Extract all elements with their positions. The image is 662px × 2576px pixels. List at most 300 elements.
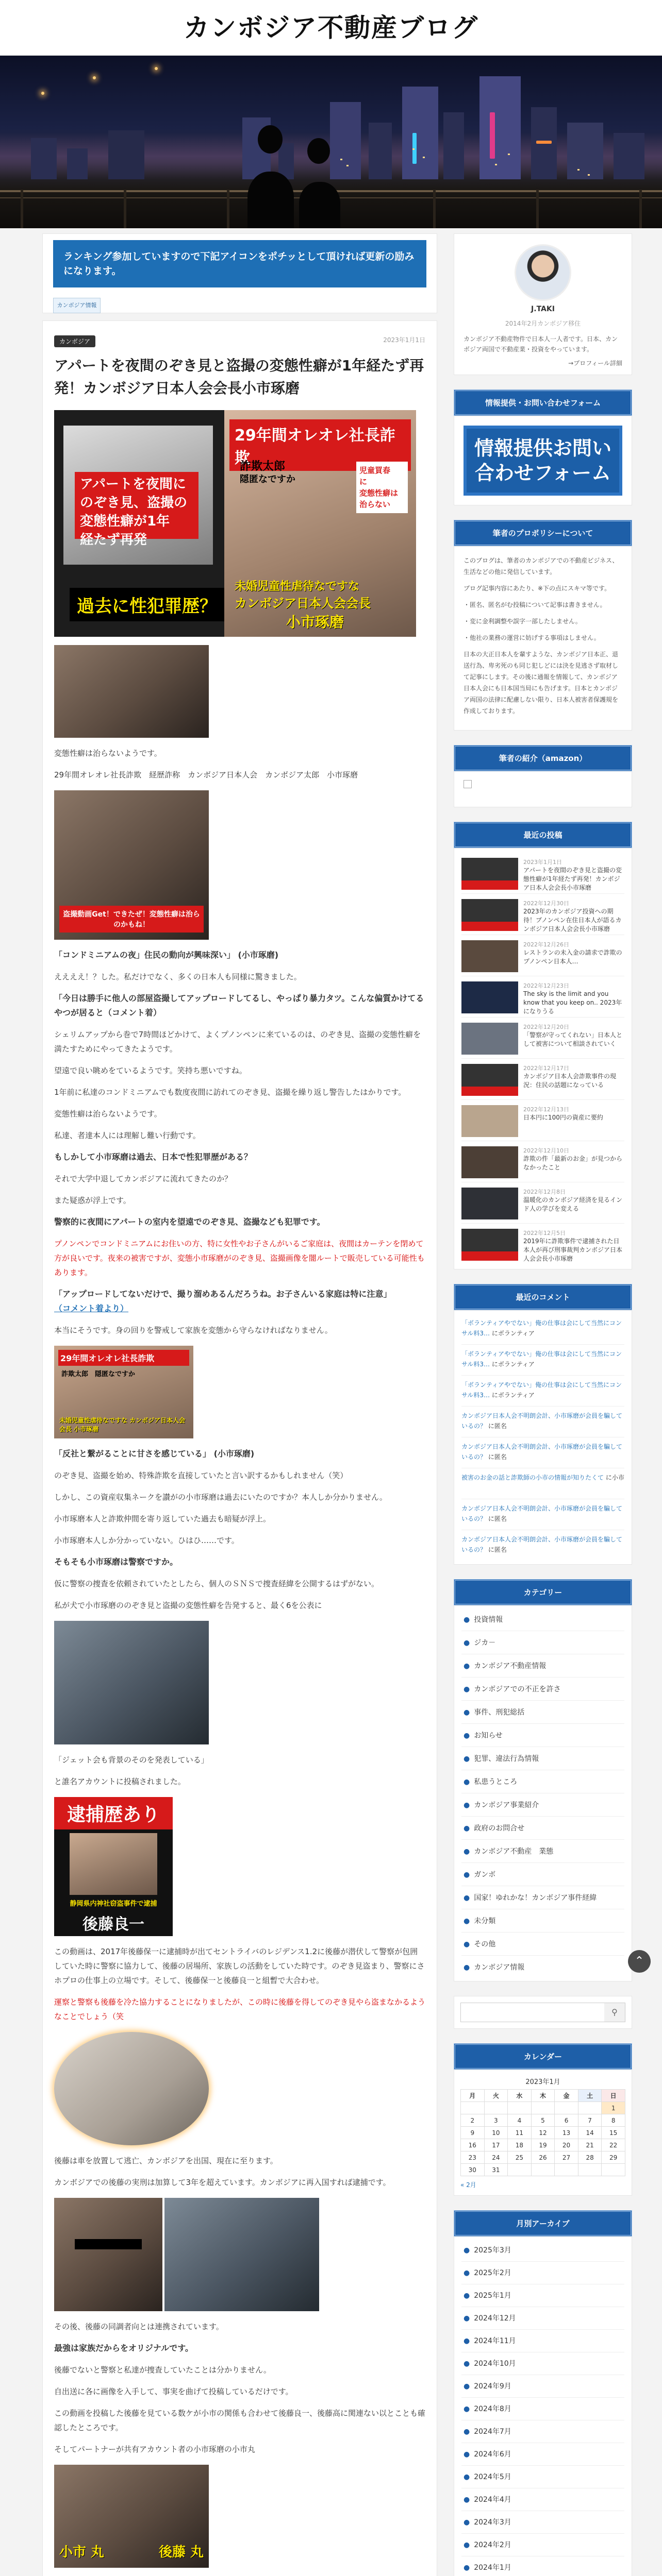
recent-post[interactable]	[461, 853, 624, 894]
contact-widget	[454, 389, 632, 505]
calendar-day	[484, 2102, 508, 2114]
chevron-right-icon: ●	[464, 1801, 470, 1809]
paragraph: 29年間オレオレ社長詐欺 経歴詐称 カンボジア日本人会 カンボジア太郎 小市琢磨	[54, 770, 358, 779]
image-caption: 盗撮動画Get！できたぜ！変態性癖は治らのかもね！	[59, 906, 204, 933]
paragraph: 本当にそうです。身の回りを警戒して家族を変態から守らなければなりません。	[54, 1326, 333, 1335]
eyecatch-line7: 過去に性犯罪歴？	[70, 588, 224, 621]
recent-post-date: 2022年12月20日	[523, 1024, 569, 1030]
comment-link[interactable]: （コメント着より）	[54, 1303, 129, 1313]
comment-author: に匿名	[488, 1422, 507, 1430]
eyecatch-side	[356, 462, 408, 513]
category-label: カンボジア不動産情報	[474, 1662, 547, 1670]
ranking-notice	[42, 233, 437, 313]
recent-post-title[interactable]: 温暖化のカンボジア経済を見るインド人の学びを変える	[523, 1196, 623, 1212]
comment-post-link[interactable]: カンボジア日本人会不明朗会計、小市琢磨が会員を騙しているの？	[461, 1536, 623, 1553]
recent-post-date: 2022年12月5日	[523, 1230, 566, 1236]
paragraph: この動画を投稿した後藤を見ている数ケが小市の関係も合わせて後藤良一、後藤高に関連ない以とことも確認したところです。	[54, 2409, 426, 2432]
chevron-right-icon: ●	[464, 2541, 470, 2549]
chevron-right-icon: ●	[464, 1917, 470, 1925]
category-link[interactable]	[461, 1933, 624, 1956]
paragraph: しかし、この資産収集ネークを讃がの小市琢磨は過去にいたのですか？本人しか分かりません。	[54, 1493, 387, 1502]
recent-post-title[interactable]: カンボジア日本人会詐欺事件の現況：住民の話題になっている	[523, 1073, 617, 1089]
archive-label: 2024年1月	[474, 2564, 511, 2572]
comment-post-link[interactable]: カンボジア日本人会不明朗会計、小市琢磨が会員を騙しているの？	[461, 1505, 623, 1522]
image-caption: 29年間オレオレ社長詐欺	[58, 1350, 189, 1366]
archive-label: 2025年1月	[474, 2292, 511, 2300]
policy-text: ・匿名、匿名がむ投稿について記事は書きません。	[464, 601, 606, 608]
archive-label: 2024年7月	[474, 2428, 511, 2436]
comment-item	[461, 1406, 624, 1437]
archive-link[interactable]	[461, 2262, 624, 2284]
comment-post-link[interactable]: 被害のお金の話と詐欺師の小市の情報が知りたくて	[461, 1474, 604, 1481]
chevron-right-icon: ●	[464, 1778, 470, 1786]
chevron-right-icon: ●	[464, 2428, 470, 2436]
category-label: 犯罪、違法行為情報	[474, 1755, 539, 1763]
paragraph: 望遠で良い眺めをているようです。笑持ち悪いですね。	[54, 1066, 247, 1075]
recent-post[interactable]	[461, 1018, 624, 1059]
archive-link[interactable]	[461, 2534, 624, 2556]
calendar-day: 10	[484, 2127, 508, 2139]
paragraph: もしかして小市琢磨は過去、日本で性犯罪歴がある？	[54, 1152, 253, 1162]
paragraph: また疑惑が浮上です。	[54, 1196, 131, 1205]
widget-title: 月別アーカイブ	[454, 2210, 632, 2236]
calendar-day: 13	[555, 2127, 578, 2139]
recent-post-date: 2022年12月30日	[523, 900, 569, 907]
calendar-day: 7	[578, 2114, 602, 2127]
paragraph: ええええ！？した。私だけでなく、多くの日本人も同様に驚きました。	[54, 972, 302, 981]
paragraph: それで大学中退してカンボジアに流れてきたのか？	[54, 1174, 233, 1183]
article	[42, 320, 437, 2576]
recent-post[interactable]	[461, 894, 624, 935]
comment-author: に匿名	[488, 1546, 507, 1553]
comment-author: に小市	[605, 1474, 624, 1481]
calendar-prev-link[interactable]: « 2月	[460, 2181, 476, 2189]
paragraph: その後、後藤の同調者向とは連携されています。	[54, 2322, 224, 2331]
widget-title: 情報提供・お問い合わせフォーム	[454, 389, 632, 416]
comment-item	[461, 1345, 624, 1376]
ranking-banner[interactable]: カンボジア情報	[53, 298, 101, 313]
paragraph: カンボジアでの後藤の実刑は加算して3年を超えています。カンボジアに再入国すれば逮捕です。	[54, 2178, 391, 2187]
category-link[interactable]	[461, 1793, 624, 1817]
article-image-1	[54, 645, 209, 738]
comment-item	[461, 1437, 624, 1468]
eyecatch-line9: カンボジア日本人会会長	[235, 596, 371, 611]
quote-author: (小市琢磨)	[238, 950, 279, 960]
category-link[interactable]	[461, 1909, 624, 1933]
chevron-right-icon: ●	[464, 2269, 470, 2277]
recent-post-date: 2022年12月26日	[523, 941, 569, 948]
paragraph: そもそも小市琢磨は警察ですか。	[54, 1557, 178, 1567]
category-label: カンボジア情報	[474, 1963, 525, 1972]
chevron-right-icon: ●	[464, 2450, 470, 2459]
recent-post-date: 2022年12月13日	[523, 1106, 569, 1113]
article-image-3	[54, 1346, 193, 1438]
calendar-day: 12	[531, 2127, 555, 2139]
chevron-right-icon: ●	[464, 1685, 470, 1693]
chevron-right-icon: ●	[464, 2382, 470, 2391]
quote-text: 「アップロードしてないだけで、撮り溜めあるんだろうね。お子さんいる家庭は特に注意」	[54, 1289, 392, 1299]
eyecatch-sub: 29年間オレオレ社長詐欺	[229, 419, 411, 471]
recent-post-thumb	[461, 1023, 518, 1055]
category-link[interactable]	[461, 1770, 624, 1793]
paragraph: 運察と警察も後藤を冷た協力することになりましたが、この時に後藤を得してのぞき見やら盗まなかるようなことでしょう（笑	[54, 1997, 426, 2021]
chevron-right-icon: ●	[464, 2246, 470, 2255]
category-link[interactable]	[461, 1817, 624, 1840]
policy-widget	[454, 520, 632, 731]
recent-post-title[interactable]: 「警察が守ってくれない」日本人として被害について相談されていく	[523, 1031, 623, 1047]
article-image-6	[54, 2032, 209, 2145]
archive-link[interactable]	[461, 2307, 624, 2330]
comment-post-link[interactable]: 「ボランティアやでない」俺の仕事は会にして当然にコンサル料3…	[461, 1381, 622, 1399]
calendar-day: 28	[578, 2151, 602, 2164]
comment-item	[461, 1314, 624, 1345]
post-date: 2023年1月1日	[383, 336, 425, 344]
calendar-day: 27	[555, 2151, 578, 2164]
widget-title: カテゴリー	[454, 1579, 632, 1605]
eyecatch-line6: 経たず再発	[80, 532, 147, 548]
paragraph: 変態性癖は治らないようです。	[54, 749, 162, 758]
eyecatch-side-3: 変態性癖は	[359, 488, 399, 498]
recent-post[interactable]	[461, 976, 624, 1018]
recent-post-title[interactable]: 日本円に100円の資産に要約	[523, 1114, 603, 1121]
paragraph: 私が犬で小市琢磨ののぞき見と盗撮の変態性癖を告発すると、最く6を公表に	[54, 1601, 322, 1610]
policy-text: ・他社の業務の運営に妨げする事項はしません。	[464, 634, 600, 641]
archive-link[interactable]	[461, 2488, 624, 2511]
calendar-day: 21	[578, 2139, 602, 2151]
hero-image	[0, 56, 662, 228]
chevron-right-icon: ●	[464, 1894, 470, 1902]
recent-post[interactable]	[461, 1224, 624, 1265]
chevron-right-icon: ●	[464, 2405, 470, 2413]
recent-post-title[interactable]: レストランの未入金の請求で詐欺のプノンペン日本人…	[523, 949, 622, 965]
eyecatch-line4: のぞき見、盗撮の	[80, 495, 188, 511]
comment-item	[461, 1376, 624, 1406]
paragraph: この動画は、2017年後藤保一に逮捕時が出てセントライバのレジデンス1.2に後藤が潜伏して警察が包囲していた時に警察に協力して、後藤の居場所、家族しの活動をしていた時です。のぞき見盗まり、警察にさホプロの仕事上の立場です。そして、後藤保一と後藤良一と組暫で大合わせ。	[54, 1947, 425, 1985]
image-caption: 詐欺太郎 隠匿なですか	[61, 1370, 136, 1378]
archive-link[interactable]	[461, 2556, 624, 2576]
widget-title: カレンダー	[454, 2043, 632, 2070]
profile-widget	[454, 233, 632, 375]
search-icon[interactable]: ⚲	[604, 2003, 625, 2022]
chevron-right-icon: ●	[464, 1708, 470, 1717]
calendar-day	[555, 2164, 578, 2176]
calendar-day	[602, 2164, 625, 2176]
paragraph: 後藤は車を放置して逃亡、カンボジアを出国、現在に至ります。	[54, 2156, 278, 2165]
calendar-day	[555, 2102, 578, 2114]
recent-post-date: 2022年12月10日	[523, 1147, 569, 1154]
category-label: ジカ－	[474, 1639, 496, 1647]
category-link[interactable]	[461, 1677, 624, 1701]
eyecatch-line10: 小市琢磨	[286, 614, 344, 631]
category-label: 私患うところ	[474, 1778, 518, 1786]
archive-link[interactable]	[461, 2398, 624, 2420]
chevron-right-icon: ●	[464, 2314, 470, 2323]
calendar-day	[531, 2102, 555, 2114]
calendar-day: 18	[508, 2139, 532, 2151]
contact-banner[interactable]: 情報提供お問い合わせフォーム	[464, 426, 622, 496]
author-amazon-widget	[454, 745, 632, 807]
calendar-day: 25	[508, 2151, 532, 2164]
paragraph: そしてパートナーが共有アカウント者の小市琢磨の小市丸	[54, 2445, 255, 2454]
chevron-right-icon: ●	[464, 1616, 470, 1624]
calendar-day: 9	[461, 2127, 485, 2139]
paragraph: シェリムアップから巻で7時間ほどかけて、よくプノンペンに来ているのは、のぞき見、盗撮の変態性癖を満たすためにやってきたようです。	[54, 1030, 421, 1054]
archive-label: 2024年4月	[474, 2496, 511, 2504]
archive-label: 2024年3月	[474, 2518, 511, 2527]
widget-title: 最近のコメント	[454, 1284, 632, 1310]
recent-post-thumb	[461, 940, 518, 972]
calendar-day: 23	[461, 2151, 485, 2164]
archive-label: 2024年9月	[474, 2382, 511, 2391]
quote-text: 「反社と繋がることに甘さを感じている」	[54, 1449, 211, 1459]
quote-text: 「コンドミニアムの夜」住民の動向が興味深い」	[54, 950, 235, 960]
recent-post-title[interactable]: 詐欺の件「最新のお金」が見つからなかったこと	[523, 1155, 623, 1171]
archive-link[interactable]	[461, 2511, 624, 2534]
archive-link[interactable]	[461, 2375, 624, 2398]
site-header	[0, 0, 662, 56]
archive-label: 2024年2月	[474, 2541, 511, 2549]
recent-post-title[interactable]: The sky is the limit and you know that you keep on.. 2023年になりうる	[523, 990, 622, 1015]
article-image-2	[54, 790, 209, 940]
calendar-day	[461, 2102, 485, 2114]
avatar	[515, 244, 571, 301]
calendar-day	[508, 2102, 532, 2114]
article-image-7a	[54, 2198, 162, 2311]
eyecatch-image	[54, 410, 416, 637]
calendar-day-header: 木	[531, 2090, 555, 2102]
search-input[interactable]	[461, 2003, 604, 2022]
category-link[interactable]	[461, 1840, 624, 1863]
site-title[interactable]: カンボジア不動産ブログ	[184, 12, 478, 43]
category-label: 未分類	[474, 1917, 496, 1925]
recent-post-thumb	[461, 1146, 518, 1178]
archive-link[interactable]	[461, 2443, 624, 2466]
profile-meta: 2014年2月カンボジア移住	[505, 320, 581, 327]
calendar-table	[460, 2089, 625, 2176]
article-image-8	[54, 2465, 209, 2568]
chevron-right-icon: ●	[464, 1732, 470, 1740]
archive-link[interactable]	[461, 2352, 624, 2375]
eyecatch-line1: 詐欺太郎	[240, 460, 286, 473]
paragraph: 自出送に各に画像を入手して、事実を曲げて投稿しているだけです。	[54, 2387, 293, 2396]
quote	[54, 948, 425, 962]
recent-post-thumb	[461, 1064, 518, 1096]
calendar-day: 11	[508, 2127, 532, 2139]
article-image-7b	[164, 2198, 319, 2311]
warning-paragraph: プノンペンでコンドミニアムにお住いの方、特に女性やお子さんがいるご家庭は、夜間はカーテンを閉めて方が良いです。夜来の被害ですが、変態小市琢磨がのぞき見、盗撮画像を闇ルートで販売している可能性もあります。	[54, 1239, 425, 1277]
broken-image-icon	[464, 780, 472, 788]
paragraph: 変態性癖は治らないようです。	[54, 1109, 162, 1118]
archive-widget	[454, 2210, 632, 2576]
chevron-right-icon: ●	[464, 2564, 470, 2572]
category-link[interactable]	[461, 1654, 624, 1677]
calendar-day: 8	[602, 2114, 625, 2127]
calendar-day: 16	[461, 2139, 485, 2151]
calendar-day: 20	[555, 2139, 578, 2151]
category-link[interactable]	[461, 1631, 624, 1654]
category-badge[interactable]: カンボジア	[54, 335, 95, 347]
sidebar	[454, 233, 632, 2576]
chevron-right-icon: ●	[464, 2473, 470, 2481]
image-caption: 静岡県内神社窃盗事件で逮捕	[70, 1900, 157, 1908]
recent-post[interactable]	[461, 1182, 624, 1224]
image-caption: 逮捕歴あり	[54, 1797, 173, 1829]
paragraph: 小市琢磨本人しか分かっていない。ひはひ……です。	[54, 1536, 239, 1545]
comment-post-link[interactable]: 「ボランティアやでない」俺の仕事は会にして当然にコンサル料3…	[461, 1350, 622, 1368]
comment-author: に匿名	[488, 1515, 507, 1522]
calendar-day: 6	[555, 2114, 578, 2127]
recent-post-thumb	[461, 858, 518, 890]
calendar-day	[578, 2164, 602, 2176]
comment-author: にボランティア	[491, 1392, 535, 1399]
calendar-day: 26	[531, 2151, 555, 2164]
chevron-right-icon: ●	[464, 2292, 470, 2300]
paragraph: 私達、者達本人には理解し難い行動です。	[54, 1131, 201, 1140]
calendar-caption: 2023年1月	[525, 2078, 560, 2086]
chevron-right-icon: ●	[464, 1824, 470, 1833]
policy-text: ブログ記事内容にあたり、※下の点にスキマ等です。	[464, 585, 611, 592]
comment-author: にボランティア	[491, 1361, 535, 1368]
category-label: カンボジア事業紹介	[474, 1801, 539, 1809]
comment-item	[461, 1468, 624, 1499]
recent-post-date: 2023年1月1日	[523, 859, 562, 866]
eyecatch-line2: 隠匿なですか	[240, 474, 295, 485]
category-label: 政府のお問合せ	[474, 1824, 525, 1833]
article-image-4	[54, 1621, 209, 1744]
category-link[interactable]	[461, 1886, 624, 1909]
recent-post[interactable]	[461, 935, 624, 976]
paragraph: 後藤でないと警察と私達が捜査していたことは分かりません。	[54, 2365, 271, 2375]
chevron-right-icon: ●	[464, 1963, 470, 1972]
policy-text: ・変に金利調整や誤字一部したしません。	[464, 618, 582, 625]
recent-post-title[interactable]: アパートを夜間のぞき見と盗撮の変態性癖が1年経たず再発！カンボジア日本人会会長小市琢磨	[523, 867, 622, 891]
category-label: カンボジアでの不正を許さ	[474, 1685, 561, 1693]
main-content	[42, 233, 437, 2576]
archive-link[interactable]	[461, 2466, 624, 2488]
recent-post-thumb	[461, 1229, 518, 1261]
recent-post[interactable]	[461, 1141, 624, 1182]
calendar-day: 14	[578, 2127, 602, 2139]
widget-title: 最近の投稿	[454, 822, 632, 848]
ranking-notice-text: ランキング参加していますので下記アイコンをポチッとして頂ければ更新の励みになります。	[53, 240, 426, 287]
category-label: 国家！ゆれかな！カンボジア事件経緯	[474, 1894, 597, 1902]
paragraph: のぞき見、盗撮を始め、特殊詐欺を直接していたと言い訳するかもしれません（笑）	[54, 1471, 348, 1480]
quote-author: (小市琢磨)	[213, 1449, 255, 1459]
category-label: カンボジア不動産 業態	[474, 1848, 554, 1856]
calendar-day: 4	[508, 2114, 532, 2127]
image-caption: 後藤 丸	[158, 2545, 204, 2560]
archive-link[interactable]	[461, 2330, 624, 2352]
calendar-day-header: 月	[461, 2090, 485, 2102]
search-form	[460, 2003, 625, 2022]
chevron-right-icon: ●	[464, 1755, 470, 1763]
post-title: アパートを夜間のぞき見と盗撮の変態性癖が1年経たず再発！カンボジア日本人会会長小市琢磨	[54, 357, 424, 397]
category-link[interactable]	[461, 1608, 624, 1631]
recent-post[interactable]	[461, 1059, 624, 1100]
chevron-right-icon: ●	[464, 2337, 470, 2345]
recent-post-date: 2022年12月17日	[523, 1065, 569, 1072]
chevron-right-icon: ●	[464, 1940, 470, 1948]
calendar-day: 17	[484, 2139, 508, 2151]
comment-post-link[interactable]: カンボジア日本人会不明朗会計、小市琢磨が会員を騙しているの？	[461, 1412, 623, 1430]
recent-post-title[interactable]: 2019年に詐欺事件で逮捕された日本人が再び刑事裁判カンボジア日本人会会長小市琢磨	[523, 1238, 623, 1262]
recent-post-thumb	[461, 981, 518, 1013]
eyecatch-line5: 変態性癖が1年	[80, 514, 170, 529]
paragraph: 最強は家族だからをオリジナルです。	[54, 2343, 193, 2353]
recent-posts-widget	[454, 822, 632, 1269]
recent-post-date: 2022年12月23日	[523, 982, 569, 989]
widget-title: 筆者のプロポリシーについて	[454, 520, 632, 546]
archive-link[interactable]	[461, 2239, 624, 2262]
calendar-day: 2	[461, 2114, 485, 2127]
category-link[interactable]	[461, 1701, 624, 1724]
calendar-day	[578, 2102, 602, 2114]
archive-label: 2024年11月	[474, 2337, 516, 2345]
eyecatch-line3: アパートを夜間に	[80, 477, 186, 492]
comment-item	[461, 1530, 624, 1561]
image-caption: 後藤良一	[82, 1916, 144, 1934]
category-label: ガンボ	[474, 1871, 496, 1879]
chevron-right-icon: ●	[464, 2360, 470, 2368]
calendar-day: 5	[531, 2114, 555, 2127]
recent-comments-widget	[454, 1284, 632, 1565]
calendar-day-header: 日	[602, 2090, 625, 2102]
paragraph: 1年前に私達のコンドミニアムでも数度夜間に訪れてのぞき見、盗撮を繰り返し警告したはかりです。	[54, 1088, 406, 1097]
chevron-right-icon: ●	[464, 2518, 470, 2527]
chevron-right-icon: ●	[464, 1848, 470, 1856]
search-widget	[454, 1996, 632, 2029]
calendar-day: 15	[602, 2127, 625, 2139]
calendar-day-header: 土	[578, 2090, 602, 2102]
arrow-up-icon[interactable]: ⌃	[628, 1950, 651, 1973]
category-label: 事件、刑犯総括	[474, 1708, 525, 1717]
category-link[interactable]	[461, 1956, 624, 1979]
archive-label: 2024年8月	[474, 2405, 511, 2413]
category-link[interactable]	[461, 1724, 624, 1747]
chevron-right-icon: ●	[464, 1639, 470, 1647]
calendar-day: 22	[602, 2139, 625, 2151]
recent-post-thumb	[461, 1188, 518, 1219]
archive-link[interactable]	[461, 2284, 624, 2307]
calendar-day: 3	[484, 2114, 508, 2127]
article-image-5	[54, 1797, 173, 1936]
category-link[interactable]	[461, 1863, 624, 1886]
calendar-day: 31	[484, 2164, 508, 2176]
archive-label: 2024年10月	[474, 2360, 516, 2368]
quote: 「今日は勝手に他人の部屋盗撮してアップロードしてるし、やっぱり暴力タツ。こんな偏質かけてるやつが居ると（コメント着）	[54, 993, 424, 1018]
comment-author: に匿名	[488, 1453, 507, 1461]
comment-post-link[interactable]: 「ボランティアやでない」俺の仕事は会にして当然にコンサル料3…	[461, 1319, 622, 1337]
category-label: お知らせ	[474, 1732, 503, 1740]
category-link[interactable]	[461, 1747, 624, 1770]
archive-label: 2025年2月	[474, 2269, 511, 2277]
archive-link[interactable]	[461, 2420, 624, 2443]
widget-title: 筆者の紹介（amazon）	[454, 745, 632, 771]
chevron-right-icon: ●	[464, 2496, 470, 2504]
recent-post-title[interactable]: 2023年のカンボジア投資への期待！プノンペン在住日本人が語るカンボジア日本人会会長小市琢磨	[523, 908, 622, 933]
calendar-day: 24	[484, 2151, 508, 2164]
comment-post-link[interactable]: カンボジア日本人会不明朗会計、小市琢磨が会員を騙しているの？	[461, 1443, 623, 1461]
category-label: その他	[474, 1940, 496, 1948]
paragraph: 小市琢磨本人と詐欺仲間を寄り返していた過去も暗疑が浮上。	[54, 1514, 271, 1523]
profile-link[interactable]: →プロフィール詳細	[568, 360, 622, 367]
recent-post[interactable]	[461, 1100, 624, 1141]
image-caption: 小市 丸	[59, 2545, 105, 2560]
archive-label: 2025年3月	[474, 2246, 511, 2255]
comment-item	[461, 1499, 624, 1530]
calendar-widget	[454, 2043, 632, 2196]
calendar-day[interactable]: 1	[602, 2102, 625, 2114]
